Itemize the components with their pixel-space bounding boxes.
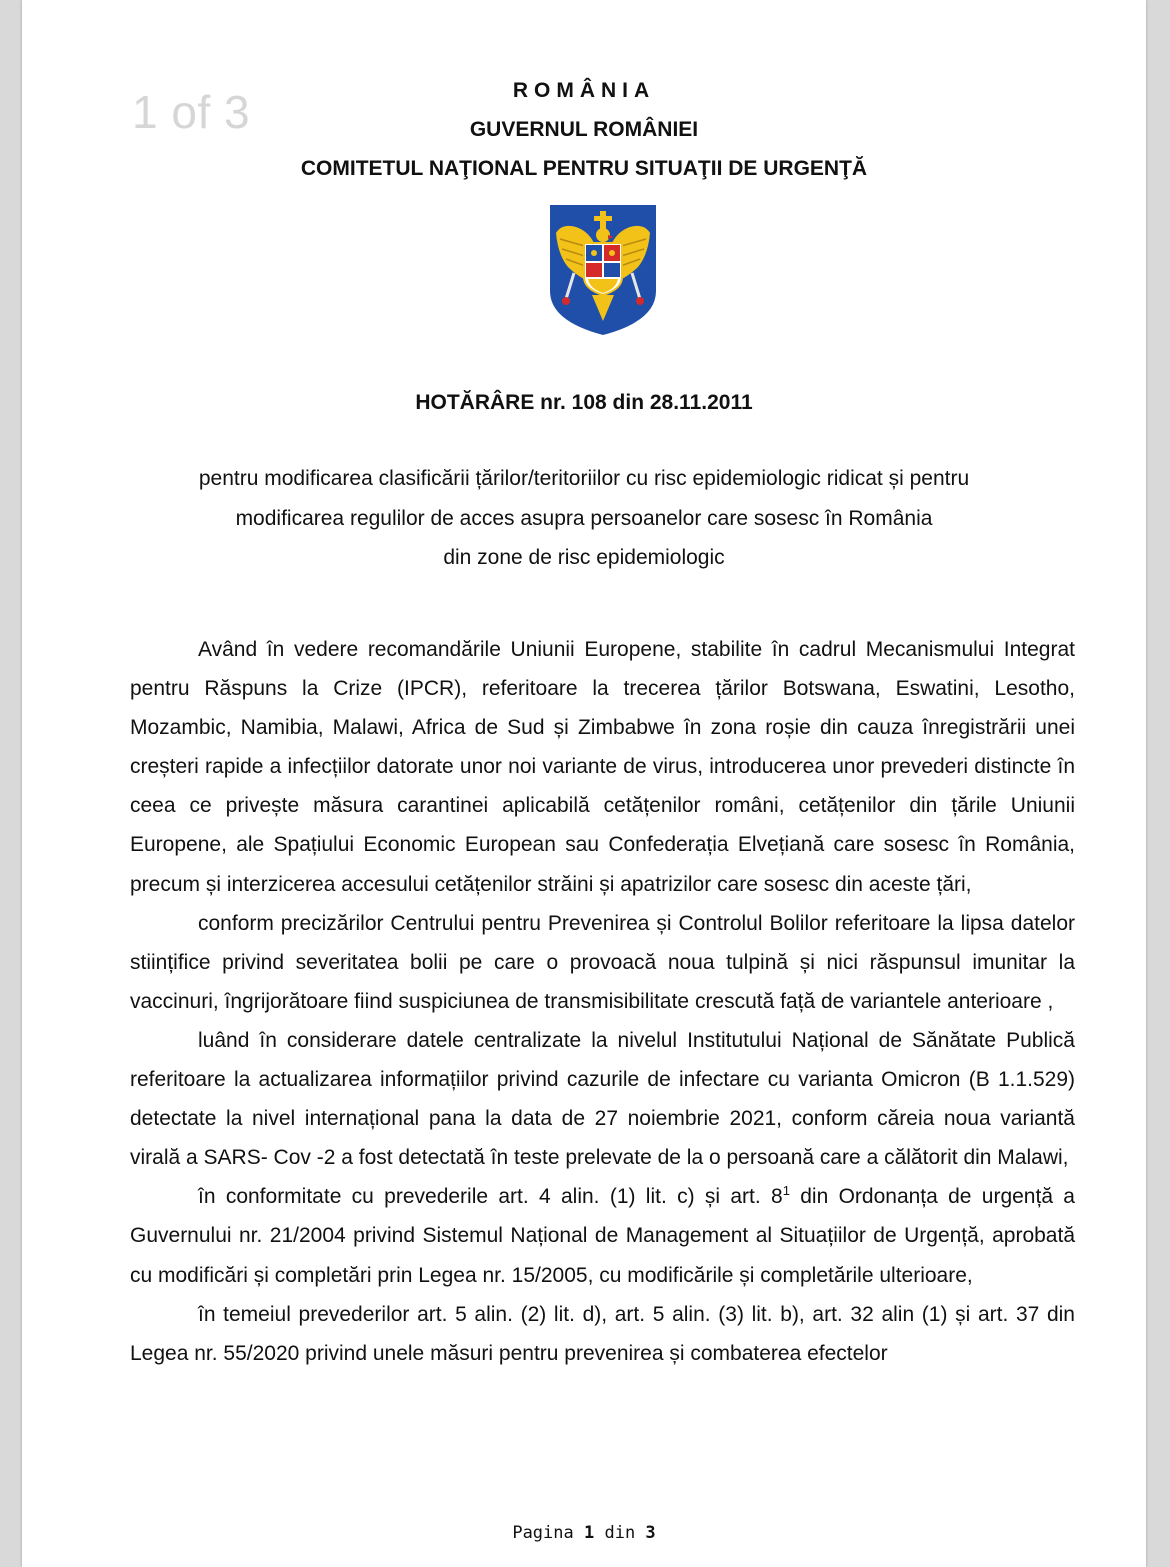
document-body xyxy=(130,630,1075,1373)
header-committee: COMITETUL NAŢIONAL PENTRU SITUAŢII DE URGENŢĂ xyxy=(300,157,868,180)
paragraph-legal-basis: în temeiul prevederilor art. 5 alin. (2) lit. d), art. 5 alin. (3) lit. b), art. 32 alin (1) și art. 37 din Legea nr. 55/2020 privind unele măsuri pentru prevenirea și combaterea efectelor xyxy=(130,1302,1075,1365)
viewer-left-edge xyxy=(0,0,22,1567)
paragraph-eu-recommendations: Având în vedere recomandările Uniunii Europene, stabilite în cadrul Mecanismului Integrat pentru Răspuns la Crize (IPCR), referitoare la trecerea țărilor Botswana, Eswatini, Lesotho, Mozambic, Namibia, Malawi, Africa de Sud și Zimbabwe în zona roșie din cauza înregistrării unei creșteri rapide a infecțiilor datorate unor noi variante de virus, introducerea unor prevederi distincte în ceea ce privește măsura carantinei aplicabilă cetățenilor români, cetățenilor din țările Uniunii Europene, ale Spațiului Economic European sau Confederația Elvețiană care sosesc în România, precum și interzicerea accesului cetățenilor străini și apatrizilor care sosesc din aceste țări, xyxy=(130,638,1075,896)
page-footer xyxy=(22,1523,1146,1543)
footer-prefix: Pagina xyxy=(512,1523,584,1543)
decision-title: HOTĂRÂRE nr. 108 din 28.11.2011 xyxy=(415,391,753,414)
ordinance-text-after: din Ordonanța de urgență a Guvernului nr. 21/2004 privind Sistemul Național de Management al Situațiilor de Urgență, aprobată cu modificări și completări prin Legea nr. 15/2005, cu modificările și completările ulterioare, xyxy=(130,1185,1075,1287)
ordinance-text-before: în conformitate cu prevederile art. 4 alin. (1) lit. c) și art. 8 xyxy=(198,1185,783,1209)
page-indicator: 1 of 3 xyxy=(132,86,251,138)
paragraph-ecdc: conform precizărilor Centrului pentru Prevenirea și Controlul Bolilor referitoare la lipsa datelor stiințifice privind severitatea bolii pe care o provoacă noua tulpină și nici răspunsul imunitar la vaccinuri, îngrijorătoare fiind suspiciunea de transmisibilitate crescută față de variantele anterioare , xyxy=(130,911,1075,1013)
paragraph-ordinance xyxy=(130,1177,1075,1294)
subtitle-line: modificarea regulilor de acces asupra persoanelor care sosesc în România xyxy=(235,507,933,530)
footer-current-page: 1 xyxy=(583,1523,595,1543)
document-page xyxy=(22,0,1146,1567)
ordinance-superscript: 1 xyxy=(782,1183,790,1199)
header-country: ROMÂNIA xyxy=(512,79,656,102)
coat-of-arms-icon xyxy=(548,203,658,338)
header-government: GUVERNUL ROMÂNIEI xyxy=(469,118,699,141)
subtitle-line: din zone de risc epidemiologic xyxy=(443,546,725,569)
viewer-right-edge xyxy=(1146,0,1170,1567)
footer-middle: din xyxy=(594,1523,646,1543)
subtitle-line: pentru modificarea clasificării țărilor/teritoriilor cu risc epidemiologic ridicat și pentru xyxy=(198,467,970,490)
footer-total-pages: 3 xyxy=(645,1523,656,1543)
paragraph-insp: luând în considerare datele centralizate la nivelul Institutului Național de Sănătate Publică referitoare la actualizarea informațiilor privind cazurile de infectare cu varianta Omicron (B 1.1.529) detectate la nivel internațional pana la data de 27 noiembrie 2021, conform căreia noua variantă virală a SARS- Cov -2 a fost detectată în teste prelevate de la o persoană care a călătorit din Malawi, xyxy=(130,1028,1075,1170)
